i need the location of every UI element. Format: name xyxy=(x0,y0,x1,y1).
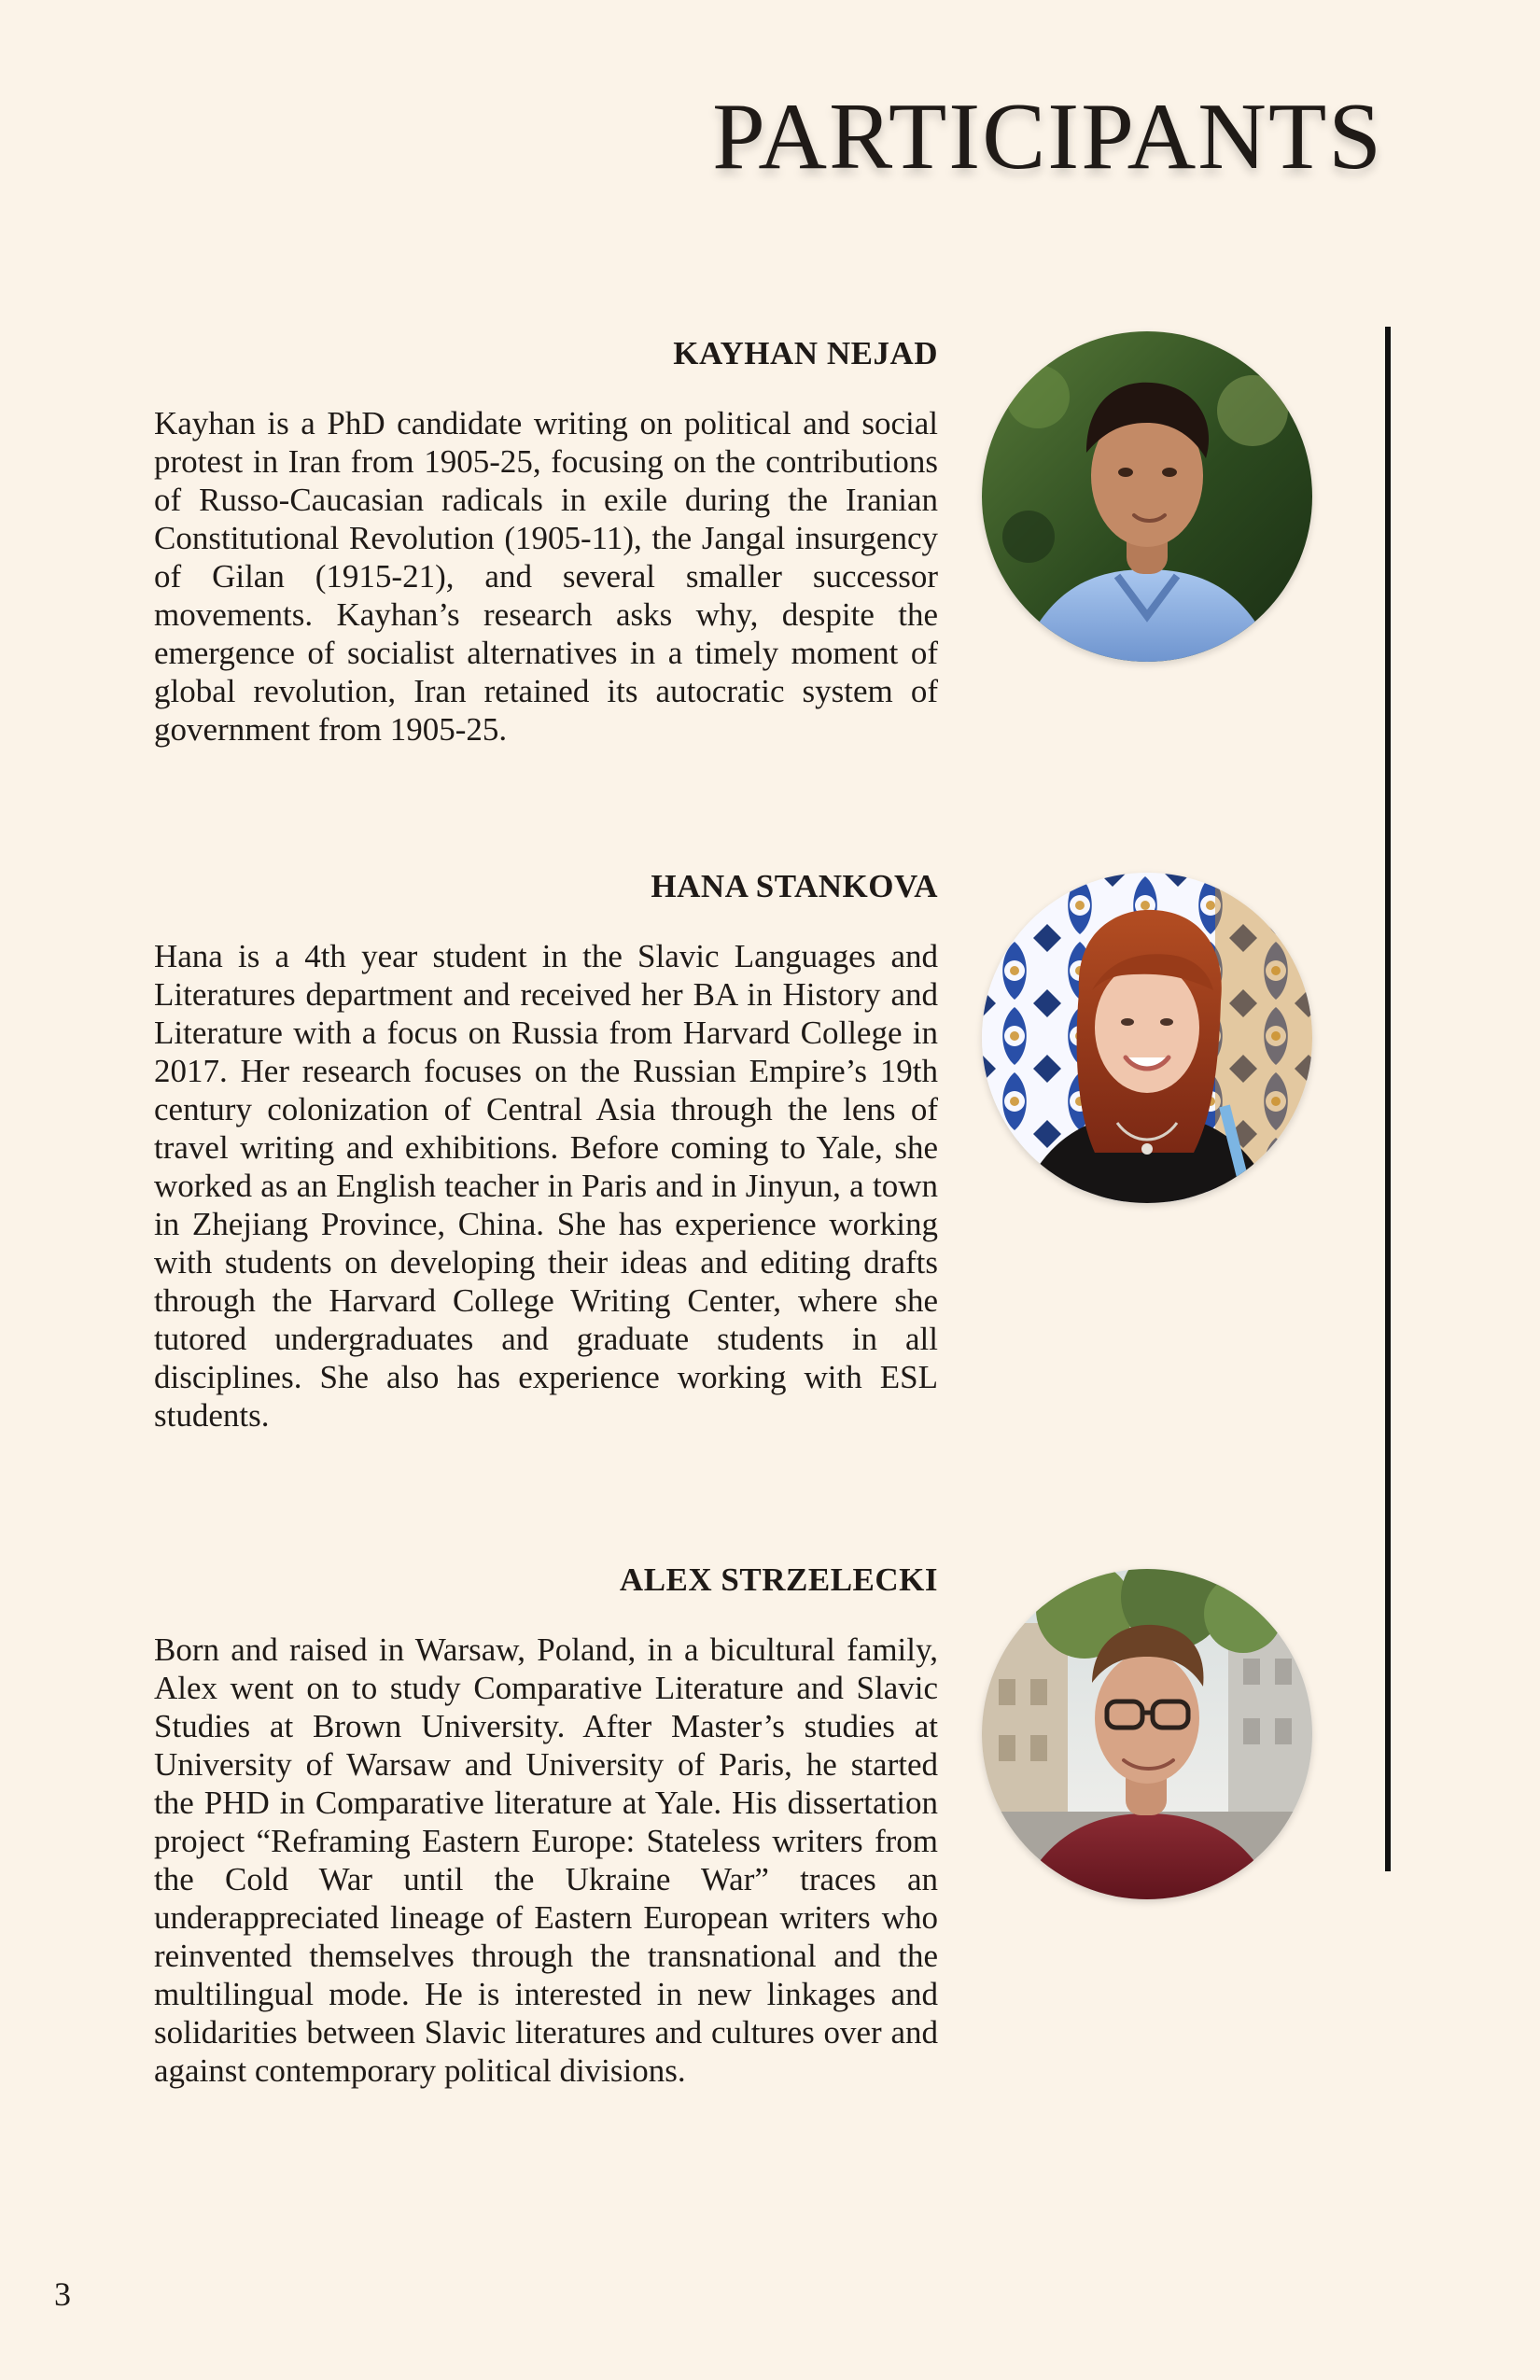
participant-bio: Born and raised in Warsaw, Poland, in a bicultural family, Alex went on to study Comparative Literature and Slavic Studies at Brown University. After Master’s studies at University of Warsaw and University of Paris, he started the PHD in Comparative literature at Yale. His dissertation project “Reframing Eastern Europe: Stateless writers from the Cold War until the Ukraine War” traces an underappreciated lineage of Eastern European writers who reinvented themselves through the transnational and the multilingual mode. He is interested in new linkages and solidarities between Slavic literatures and cultures over and against contemporary political divisions. xyxy=(154,1631,938,2089)
portrait-hana-stankova xyxy=(982,873,1312,1203)
portrait-kayhan-nejad-image xyxy=(982,331,1312,662)
portrait-kayhan-nejad xyxy=(982,331,1312,662)
participant-bio: Hana is a 4th year student in the Slavic Languages and Literatures department and received her BA in History and Literature with a focus on Russia from Harvard College in 2017. Her research focuses on the Russian Empire’s 19th century colonization of Central Asia through the lens of travel writing and exhibitions. Before coming to Yale, she worked as an English teacher in Paris and in Jinyun, a town in Zhejiang Province, China. She has experience working with students on developing their ideas and editing drafts through the Harvard College Writing Center, where she tutored undergraduates and graduate students in all disciplines. She also has experience working with ESL students. xyxy=(154,937,938,1434)
page-title: PARTICIPANTS xyxy=(712,84,1383,189)
portrait-alex-strzelecki xyxy=(982,1569,1312,1899)
participant-hana-stankova xyxy=(154,869,938,1435)
participant-alex-strzelecki xyxy=(154,1562,938,2090)
vertical-divider xyxy=(1385,327,1391,1871)
page-number: 3 xyxy=(54,2275,71,2313)
participant-name: ALEX STRZELECKI xyxy=(619,1561,938,1598)
participant-kayhan-nejad xyxy=(154,336,938,749)
participant-bio: Kayhan is a PhD candidate writing on political and social protest in Iran from 1905-25, focusing on the contributions of Russo-Caucasian radicals in exile during the Iranian Constitutional Revolution (1905-11), the Jangal insurgency of Gilan (1915-21), and several smaller successor movements. Kayhan’s research asks why, despite the emergence of socialist alternatives in a timely moment of global revolution, Iran retained its autocratic system of government from 1905-25. xyxy=(154,404,938,748)
participant-name: HANA STANKOVA xyxy=(651,868,938,904)
portrait-hana-stankova-image xyxy=(982,873,1312,1203)
portrait-alex-strzelecki-image xyxy=(982,1569,1312,1899)
participant-name: KAYHAN NEJAD xyxy=(673,335,938,371)
